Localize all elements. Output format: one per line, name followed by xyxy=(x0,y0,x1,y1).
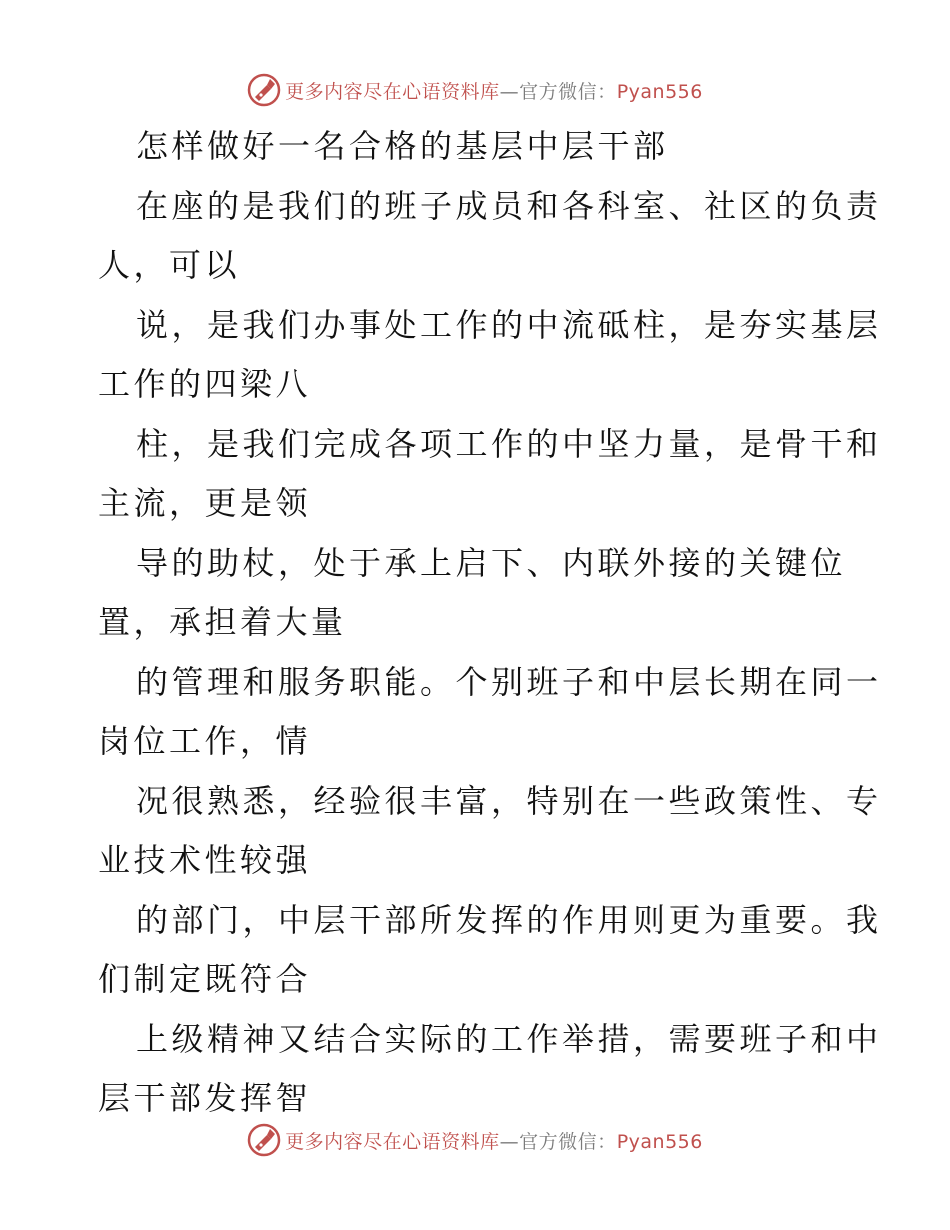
paragraph-line: 柱，是我们完成各项工作的中坚力量，是骨干和 xyxy=(136,424,882,463)
paragraph-line: 层干部发挥智 xyxy=(98,1079,312,1117)
document-body xyxy=(98,117,882,1129)
paragraph-line: 业技术性较强 xyxy=(98,841,312,879)
header-site-text: 更多内容尽在心语资料库 xyxy=(285,80,500,103)
footer-wechat-label: 官方微信： xyxy=(519,1130,617,1153)
header-separator: — xyxy=(499,80,520,103)
footer-site-text: 更多内容尽在心语资料库 xyxy=(285,1130,500,1153)
header-wechat-label: 官方微信： xyxy=(519,80,617,103)
header-text xyxy=(285,77,703,104)
paragraph-line: 岗位工作，情 xyxy=(98,722,312,760)
paragraph-line: 工作的四梁八 xyxy=(98,365,312,403)
header-wechat-id: Pyan556 xyxy=(616,80,703,103)
footer-text xyxy=(285,1127,703,1154)
paragraph-line: 况很熟悉，经验很丰富，特别在一些政策性、专 xyxy=(136,781,882,820)
paragraph-line: 说，是我们办事处工作的中流砥柱，是夯实基层 xyxy=(136,305,882,344)
footer-wechat-id: Pyan556 xyxy=(616,1130,703,1153)
document-title: 怎样做好一名合格的基层中层干部 xyxy=(136,127,669,165)
paragraph-line: 导的助杖，处于承上启下、内联外接的关键位 xyxy=(136,543,847,582)
paragraph-line: 人，可以 xyxy=(98,246,241,284)
pen-nib-logo-icon xyxy=(247,73,281,107)
paragraph-line: 在座的是我们的班子成员和各科室、社区的负责 xyxy=(136,186,882,225)
paragraph-line: 的部门，中层干部所发挥的作用则更为重要。我 xyxy=(136,900,882,939)
paragraph-line: 置，承担着大量 xyxy=(98,603,347,641)
footer-banner xyxy=(0,1120,950,1160)
pen-nib-logo-icon xyxy=(247,1123,281,1157)
paragraph-line: 的管理和服务职能。个别班子和中层长期在同一 xyxy=(136,662,882,701)
header-banner xyxy=(0,70,950,110)
paragraph-line: 们制定既符合 xyxy=(98,960,312,998)
paragraph-line: 上级精神又结合实际的工作举措，需要班子和中 xyxy=(136,1019,882,1058)
paragraph-line: 主流，更是领 xyxy=(98,484,312,522)
footer-separator: — xyxy=(499,1130,520,1153)
